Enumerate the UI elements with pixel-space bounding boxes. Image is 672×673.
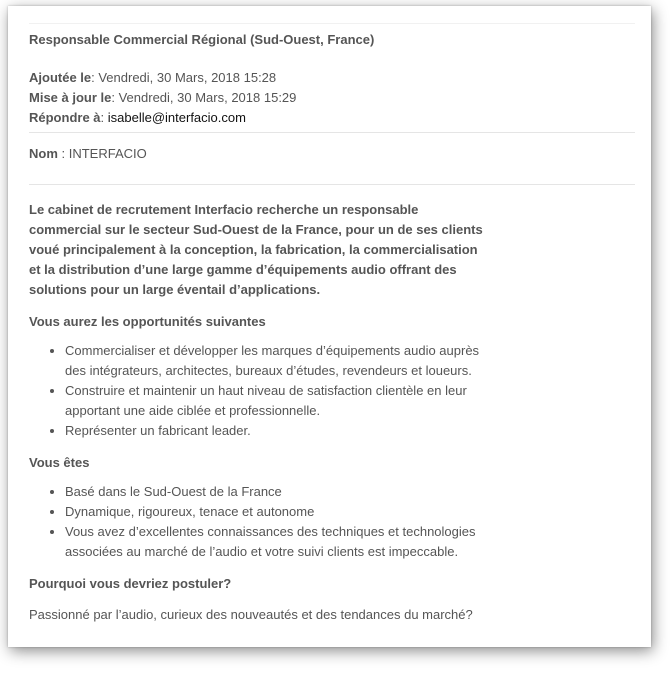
description-intro: Le cabinet de recrutement Interfacio recherche un responsable commercial sur le secteur Sud-Ouest de la France, pour un de ses clients voué principalement à la conception, la fabrication, la commercialisation et la distribution d’une large gamme d’équipements audio offrant des solutions pour un large éventail d’applications.	[29, 202, 483, 297]
company-name-line	[29, 133, 635, 164]
list-item: • Représenter un fabricant leader.	[65, 421, 495, 441]
opportunities-list	[29, 341, 495, 441]
added-date-label: Ajoutée le	[29, 70, 92, 85]
job-posting-card	[8, 6, 651, 647]
section-heading-opportunities: Vous aurez les opportunités suivantes	[29, 314, 266, 329]
profile-list	[29, 482, 495, 562]
updated-date-label: Mise à jour le	[29, 90, 112, 105]
added-date-line	[29, 68, 635, 88]
list-item: • Dynamique, rigoureux, tenace et autonome	[65, 502, 495, 522]
job-description	[29, 185, 635, 625]
closing-text: Passionné par l’audio, curieux des nouveautés et des tendances du marché?	[29, 607, 473, 622]
job-title: Responsable Commercial Régional (Sud-Ouest, France)	[29, 23, 635, 56]
list-item: • Vous avez d’excellentes connaissances des techniques et technologies associées au marché de l’audio et votre suivi clients est impeccable.	[65, 522, 495, 562]
company-name-block	[29, 133, 635, 185]
job-posting-content	[29, 23, 635, 625]
reply-to-line	[29, 108, 635, 128]
list-item: • Basé dans le Sud-Ouest de la France	[65, 482, 495, 502]
list-item: • Construire et maintenir un haut niveau de satisfaction clientèle en leur apportant une aide ciblée et professionnelle.	[65, 381, 495, 421]
updated-date-line	[29, 88, 635, 108]
job-meta	[29, 56, 635, 133]
added-date-value: : Vendredi, 30 Mars, 2018 15:28	[91, 70, 277, 85]
reply-to-separator: :	[100, 110, 108, 125]
list-item: • Commercialiser et développer les marques d’équipements audio auprès des intégrateurs, architectes, bureaux d’études, revendeurs et loueurs.	[65, 341, 495, 381]
company-name-label: Nom	[29, 146, 58, 161]
section-heading-why-apply: Pourquoi vous devriez postuler?	[29, 576, 232, 591]
company-name-value: : INTERFACIO	[57, 146, 147, 161]
reply-to-email-link[interactable]: isabelle@interfacio.com	[107, 110, 246, 125]
reply-to-label: Répondre à	[29, 110, 101, 125]
section-heading-profile: Vous êtes	[29, 455, 90, 470]
updated-date-value: : Vendredi, 30 Mars, 2018 15:29	[111, 90, 297, 105]
